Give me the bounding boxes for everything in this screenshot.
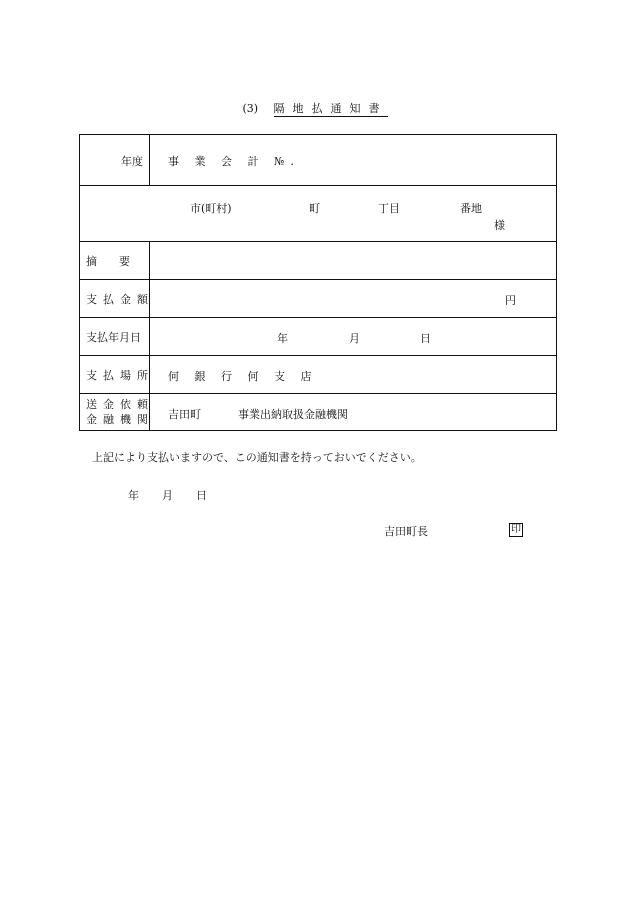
payment-place-label: 支払場所 (80, 356, 150, 394)
address-town: 町 (309, 202, 320, 215)
issue-year: 年 (128, 489, 139, 502)
row-payment-date (80, 318, 557, 356)
amount-label: 支払金額 (80, 280, 150, 318)
payment-place-value: 何 銀 行 何 支 店 (168, 370, 318, 383)
account-name: 事 業 会 計 №. (168, 155, 300, 168)
address-chome: 丁目 (378, 202, 400, 215)
title-number: (3) (242, 102, 259, 115)
bank-label-line1: 送金依頼 (86, 398, 154, 411)
row-payment-place (80, 356, 557, 394)
amount-unit: 円 (505, 294, 516, 307)
seal-stamp-text: 印 (511, 524, 521, 535)
address-city: 市(町村) (190, 202, 232, 215)
notice-text: 上記により支払いますので、この通知書を持っておいでください。 (92, 451, 422, 464)
row-fiscal-year (80, 135, 557, 186)
fiscal-year-label: 年度 (121, 155, 143, 168)
row-bank (80, 394, 557, 431)
bank-town: 吉田町 (168, 408, 201, 421)
seal-stamp (509, 522, 523, 537)
bank-label-line2: 金融機関 (86, 413, 154, 426)
row-amount (80, 280, 557, 318)
bank-value: 事業出納取扱金融機関 (238, 408, 348, 421)
mayor-name: 吉田町長 (384, 525, 428, 538)
payment-date-label: 支払年月日 (80, 318, 150, 356)
payment-day: 日 (420, 332, 431, 345)
issue-day: 日 (196, 489, 207, 502)
notice-form-table (79, 134, 557, 431)
title-text: 隔地払通知書 (273, 102, 388, 115)
summary-value (150, 242, 557, 280)
payment-year: 年 (277, 332, 288, 345)
row-address (80, 186, 557, 242)
summary-label: 摘 要 (80, 242, 150, 280)
address-banchi: 番地 (460, 202, 482, 215)
document-title (0, 100, 630, 116)
issue-month: 月 (162, 489, 173, 502)
payment-month: 月 (349, 332, 360, 345)
address-sama: 様 (494, 219, 505, 232)
row-summary (80, 242, 557, 280)
